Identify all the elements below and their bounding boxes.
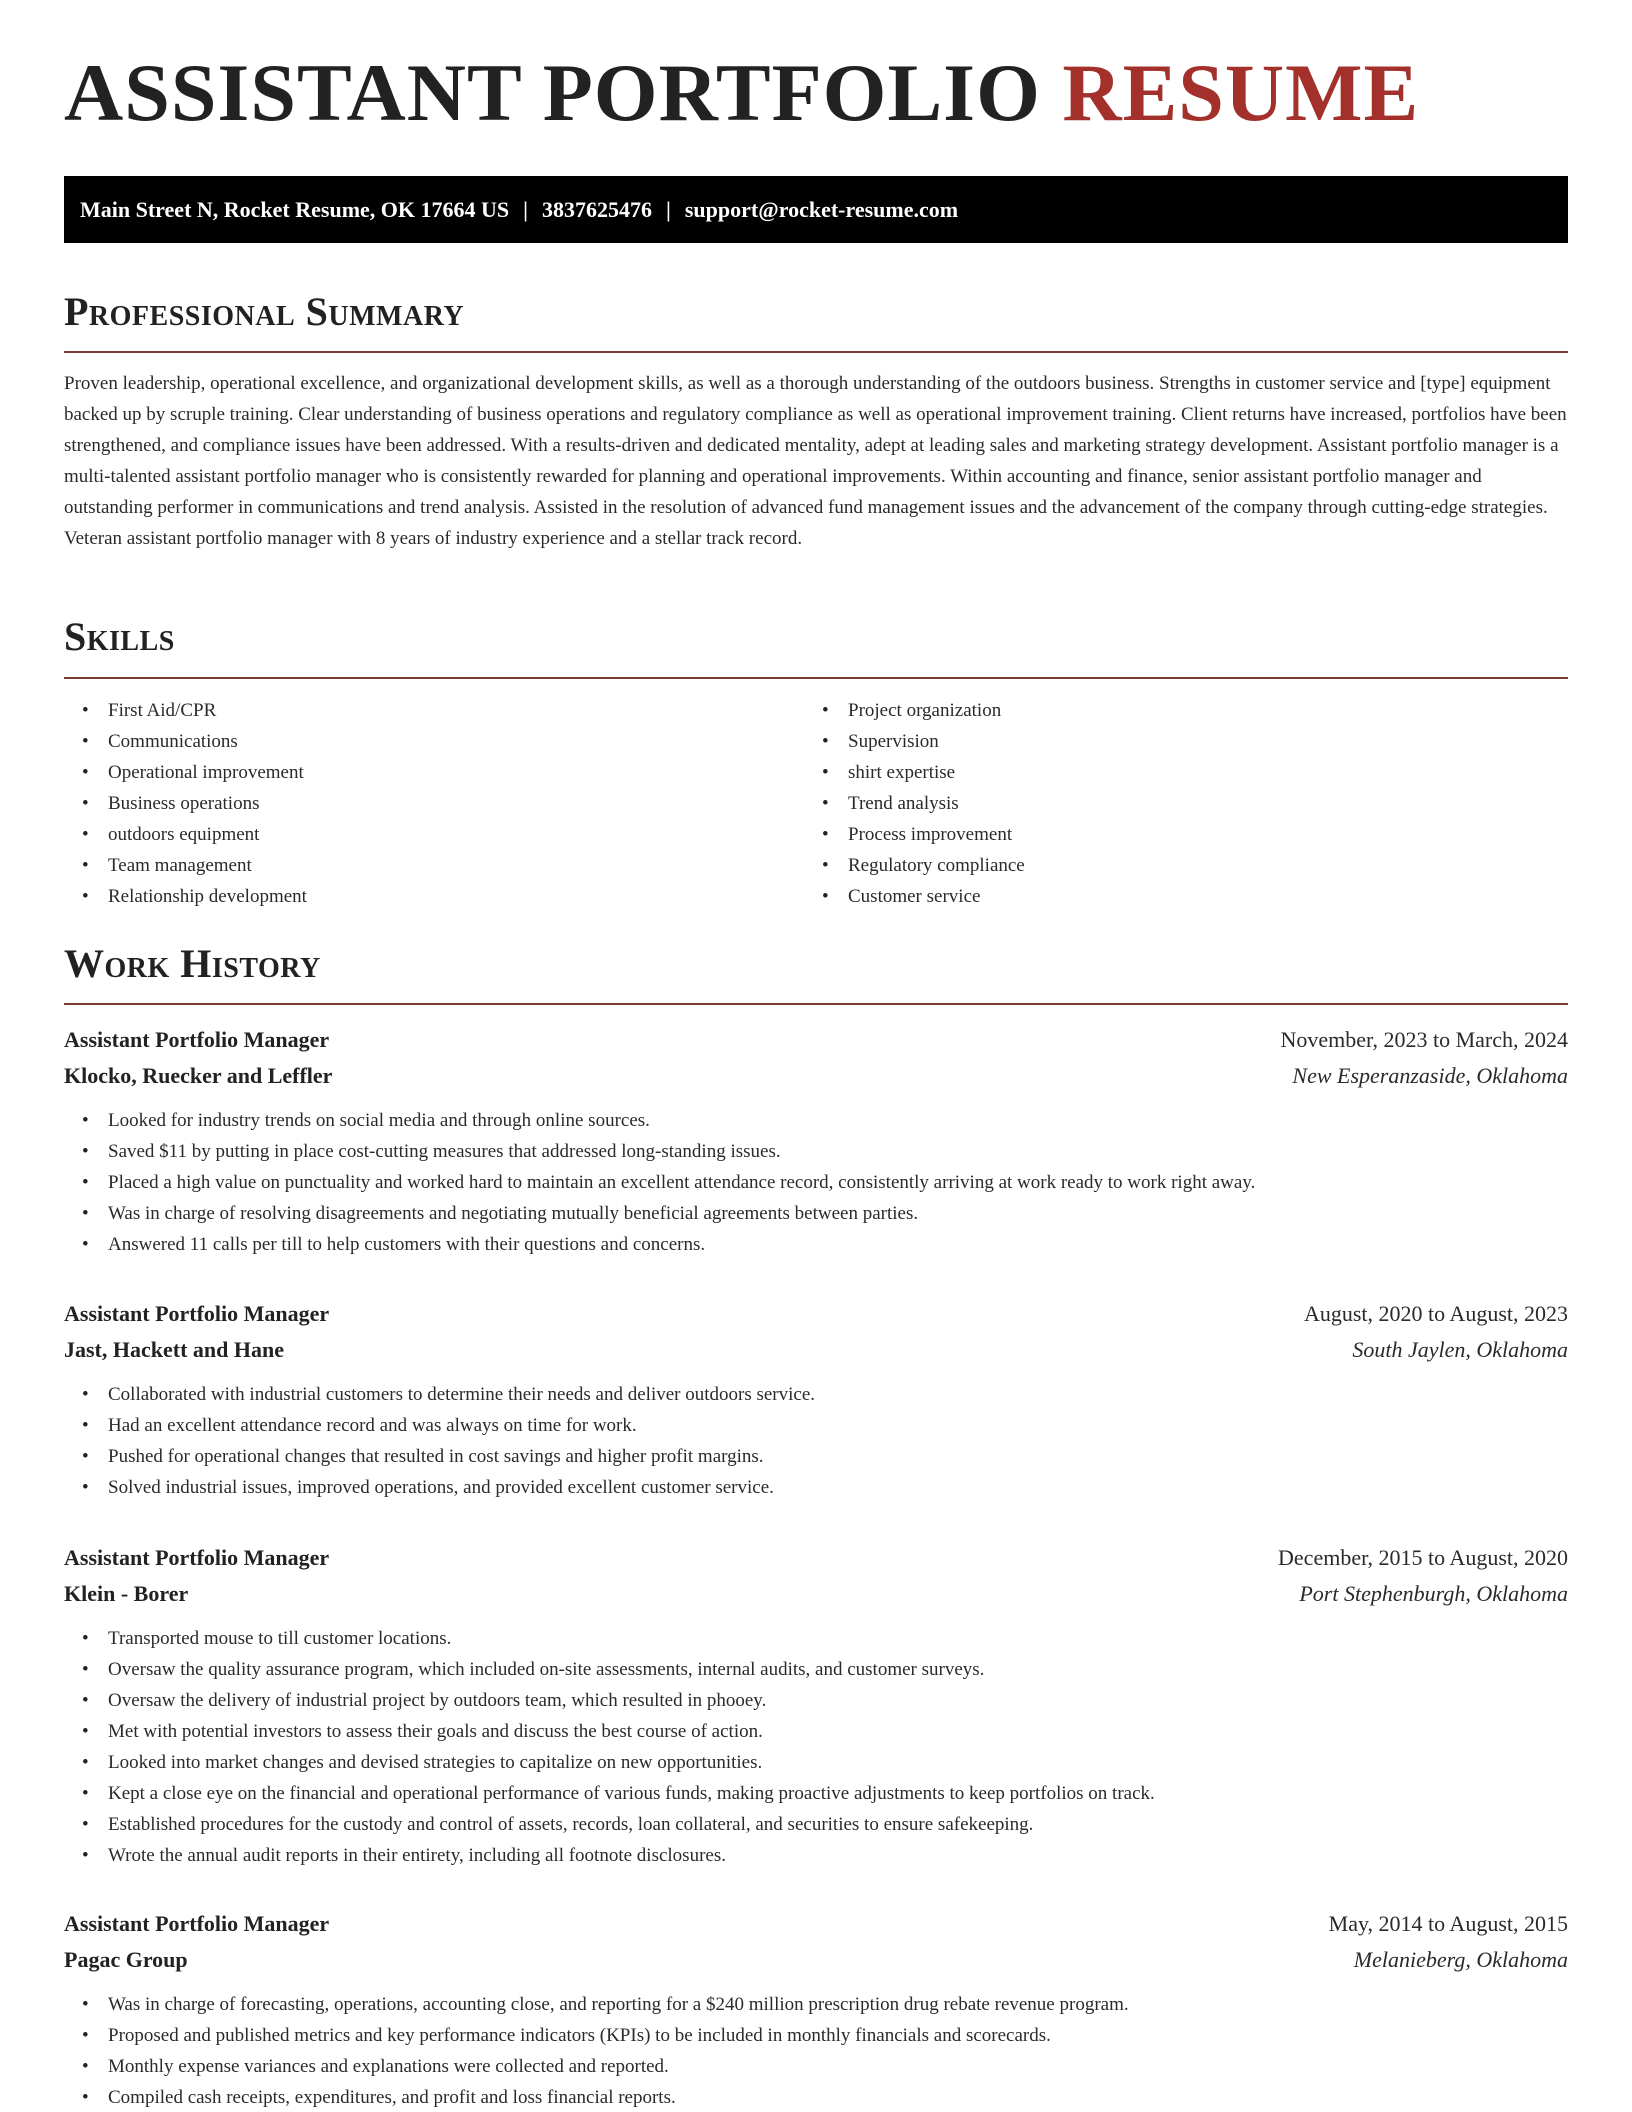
job-bullet: • Kept a close eye on the financial and operational performance of various funds, making proactive adjustments to keep portfolios on track. [64,1778,1568,1809]
skill-item: • Business operations [64,788,804,819]
name-last: RESUME [1062,47,1420,138]
job-title: Assistant Portfolio Manager [64,1911,330,1936]
skill-item: • Relationship development [64,881,804,912]
skill-item: • shirt expertise [804,757,1544,788]
contact-email: support@rocket-resume.com [684,196,959,222]
job-bullet: • Was in charge of forecasting, operations, accounting close, and reporting for a $240 million prescription drug rebate revenue program. [64,1989,1568,2020]
skills-column-right [804,695,1544,912]
job-bullet: • Looked for industry trends on social media and through online sources. [64,1105,1568,1136]
skills-divider [64,677,1568,679]
job-header-row [64,1906,1568,1942]
job-header-row [64,1540,1568,1576]
summary-text: Proven leadership, operational excellence, and organizational development skills, as well as a thorough understanding of the outdoors business. Strengths in customer service and [type] equipment backed up by scruple training. Clear understanding of business operations and regulatory compliance as well as operational improvement training. Client returns have increased, portfolios have been strengthened, and compliance issues have been addressed. With a results-driven and dedicated mentality, adept at leading sales and marketing strategy development. Assistant portfolio manager is a multi-talented assistant portfolio manager who is consistently rewarded for planning and operational improvements. Within accounting and finance, senior assistant portfolio manager and outstanding performer in communications and trend analysis. Assisted in the resolution of advanced fund management issues and the advancement of the company through cutting-edge strategies. Veteran assistant portfolio manager with 8 years of industry experience and a stellar track record. [64,373,1567,549]
job-bullet: • Proposed and published metrics and key performance indicators (KPIs) to be included in monthly financials and scorecards. [64,2020,1568,2051]
skill-item: • Supervision [804,726,1544,757]
job-bullet: • Monthly expense variances and explanations were collected and reported. [64,2051,1568,2082]
skills-section-title: Skills [64,614,175,659]
job-dates: December, 2015 to August, 2020 [1278,1545,1568,1570]
job-bullet: • Looked into market changes and devised strategies to capitalize on new opportunities. [64,1747,1568,1778]
skill-item: • First Aid/CPR [64,695,804,726]
skill-item: • Customer service [804,881,1544,912]
job-company: Klein - Borer [64,1581,189,1606]
job-bullet: • Saved $11 by putting in place cost-cutting measures that addressed long-standing issues. [64,1136,1568,1167]
job-location: Port Stephenburgh, Oklahoma [1299,1581,1568,1606]
job-location: South Jaylen, Oklahoma [1352,1337,1568,1362]
job-bullet: • Transported mouse to till customer locations. [64,1623,1568,1654]
job-company: Jast, Hackett and Hane [64,1337,284,1362]
job-bullet: • Was in charge of resolving disagreements and negotiating mutually beneficial agreements between parties. [64,1198,1568,1229]
job-bullet-list [64,1989,1568,2112]
job-bullet: • Wrote the annual audit reports in their entirety, including all footnote disclosures. [64,1840,1568,1871]
job-company-row [64,1576,1568,1612]
job-location: Melanieberg, Oklahoma [1353,1947,1568,1972]
skill-item: • Project organization [804,695,1544,726]
job-company: Pagac Group [64,1947,188,1972]
job-bullet-list [64,1379,1568,1503]
job-bullet: • Established procedures for the custody and control of assets, records, loan collateral, and securities to ensure safekeeping. [64,1809,1568,1840]
job-title: Assistant Portfolio Manager [64,1545,330,1570]
job-entry [64,1540,1568,1871]
skill-item: • Operational improvement [64,757,804,788]
job-title: Assistant Portfolio Manager [64,1027,330,1052]
job-dates: May, 2014 to August, 2015 [1328,1911,1568,1936]
name-first: ASSISTANT PORTFOLIO [64,47,1041,138]
job-bullet: • Had an excellent attendance record and was always on time for work. [64,1410,1568,1441]
job-bullet: • Placed a high value on punctuality and worked hard to maintain an excellent attendance record, consistently arriving at work ready to work right away. [64,1167,1568,1198]
job-company-row [64,1332,1568,1368]
contact-phone: 3837625476 [542,196,653,222]
job-dates: November, 2023 to March, 2024 [1280,1027,1568,1052]
job-bullet: • Met with potential investors to assess their goals and discuss the best course of action. [64,1716,1568,1747]
job-bullet: • Pushed for operational changes that resulted in cost savings and higher profit margins. [64,1441,1568,1472]
job-header-row [64,1296,1568,1332]
skills-column-left [64,695,804,912]
skill-item: • Process improvement [804,819,1544,850]
job-title: Assistant Portfolio Manager [64,1301,330,1326]
job-header-row [64,1022,1568,1058]
skill-item: • Trend analysis [804,788,1544,819]
work-history-section-title: Work History [64,941,321,986]
resume-name-heading [64,47,1420,138]
job-entry [64,1906,1568,2112]
skill-item: • Team management [64,850,804,881]
job-company-row [64,1942,1568,1978]
summary-section-title: Professional Summary [64,289,465,334]
job-bullet-list [64,1623,1568,1871]
job-entry [64,1296,1568,1503]
job-dates: August, 2020 to August, 2023 [1303,1301,1568,1326]
job-bullet: • Collaborated with industrial customers to determine their needs and deliver outdoors service. [64,1379,1568,1410]
work-history-divider [64,1003,1568,1005]
job-company-row [64,1058,1568,1094]
job-entry [64,1022,1568,1260]
skill-item: • Communications [64,726,804,757]
job-bullet: • Compiled cash receipts, expenditures, and profit and loss financial reports. [64,2082,1568,2112]
job-bullet-list [64,1105,1568,1260]
skill-item: • outdoors equipment [64,819,804,850]
summary-divider [64,351,1568,353]
job-company: Klocko, Ruecker and Leffler [64,1063,333,1088]
contact-separator: | [523,196,529,222]
job-bullet: • Oversaw the quality assurance program, which included on-site assessments, internal audits, and customer surveys. [64,1654,1568,1685]
contact-address: Main Street N, Rocket Resume, OK 17664 US [80,196,510,222]
skill-item: • Regulatory compliance [804,850,1544,881]
job-bullet: • Answered 11 calls per till to help customers with their questions and concerns. [64,1229,1568,1260]
contact-bar [64,176,1568,243]
job-bullet: • Solved industrial issues, improved operations, and provided excellent customer service. [64,1472,1568,1503]
job-location: New Esperanzaside, Oklahoma [1292,1063,1568,1088]
skills-grid [64,695,1568,912]
contact-separator: | [666,196,671,222]
job-bullet: • Oversaw the delivery of industrial project by outdoors team, which resulted in phooey. [64,1685,1568,1716]
